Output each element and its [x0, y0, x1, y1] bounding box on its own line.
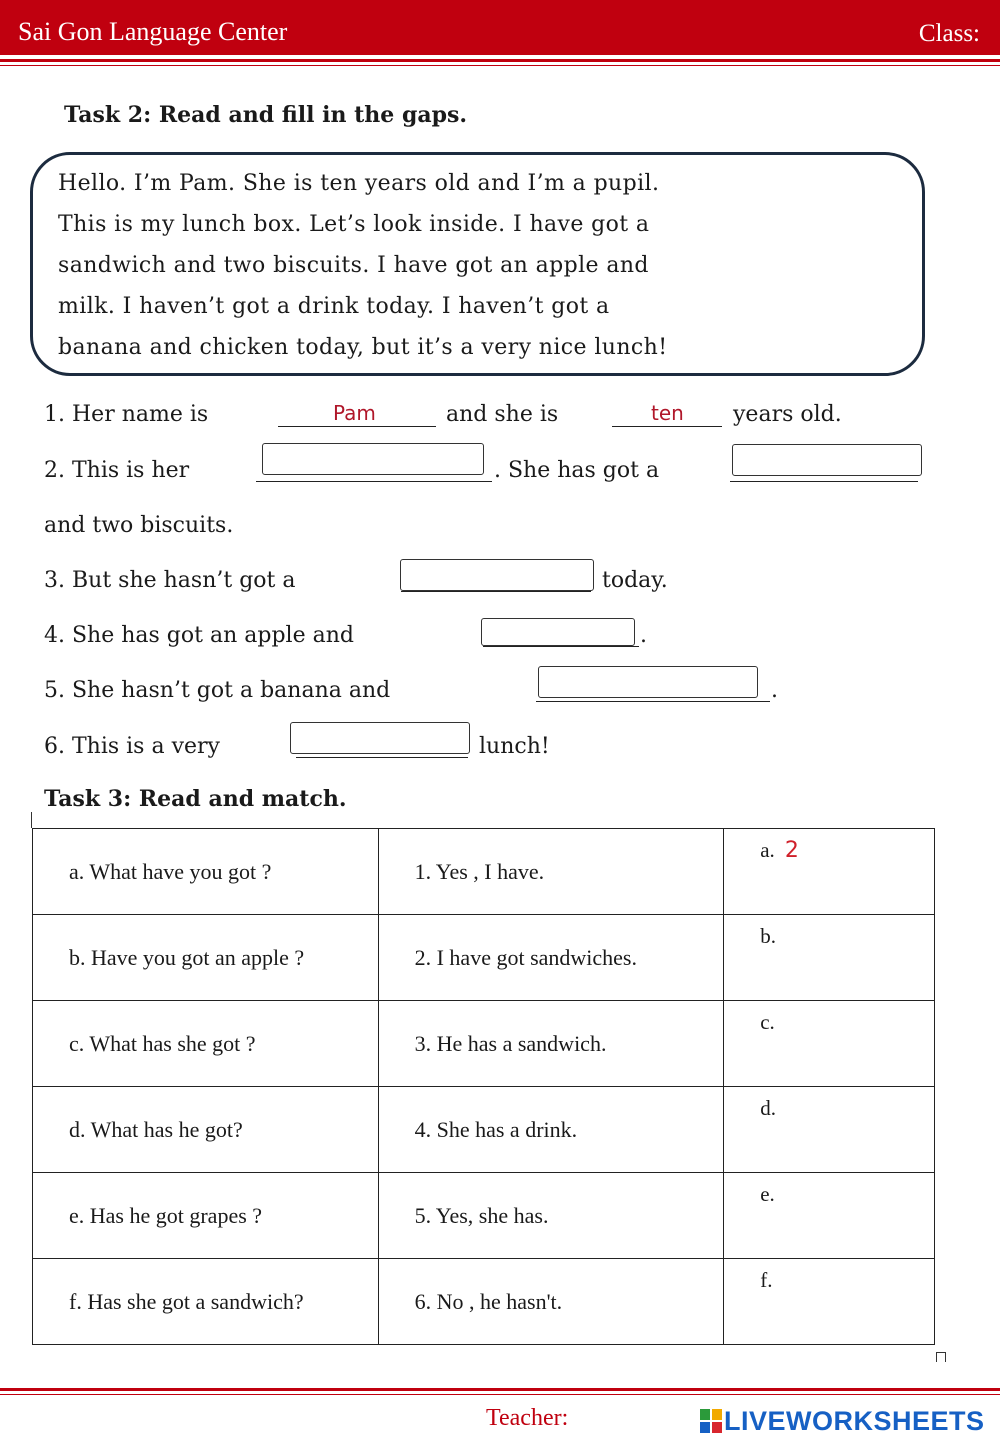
question-cell: a. What have you got ? [33, 829, 379, 915]
slot-letter: a. [760, 838, 775, 862]
q1-text-b: and she is [446, 402, 559, 427]
q1-text-a: 1. Her name is [44, 402, 209, 427]
passage-line: Hello. I’m Pam. She is ten years old and I’m a pupil. [58, 171, 660, 196]
table-row [33, 1001, 935, 1087]
class-label: Class: [918, 20, 980, 47]
passage-line: banana and chicken today, but it’s a very nice lunch! [58, 335, 668, 360]
reading-passage [30, 152, 925, 376]
question-cell: d. What has he got? [33, 1087, 379, 1173]
q6-text-b: lunch! [479, 734, 550, 759]
q3-input[interactable] [400, 559, 594, 591]
task3-title: Task 3: Read and match. [44, 786, 347, 812]
slot-letter: e. [760, 1182, 775, 1206]
q6-text-a: 6. This is a very [44, 734, 220, 759]
slot-answer: 2 [784, 838, 799, 863]
footer-divider [0, 1388, 1000, 1391]
table-row [33, 1087, 935, 1173]
q2-text-a: 2. This is her [44, 458, 190, 483]
slot-letter: b. [760, 924, 776, 948]
answer-cell: 6. No , he hasn't. [378, 1259, 724, 1345]
q1-text-c: years old. [733, 402, 842, 427]
q4-text-b: . [640, 623, 647, 648]
table-row [33, 829, 935, 915]
q3-text-a: 3. But she hasn’t got a [44, 568, 296, 593]
match-slot[interactable] [724, 1173, 935, 1259]
q1-blank-2 [612, 426, 722, 427]
passage-line: This is my lunch box. Let’s look inside. I have got a [58, 212, 650, 237]
teacher-label: Teacher: [486, 1405, 569, 1431]
q5-text-b: . [771, 678, 778, 703]
header-divider-thin [0, 65, 1000, 66]
match-slot[interactable] [724, 829, 935, 915]
q5-text-a: 5. She hasn’t got a banana and [44, 678, 391, 703]
task2-title: Task 2: Read and fill in the gaps. [64, 102, 468, 128]
match-slot[interactable] [724, 915, 935, 1001]
q5-input[interactable] [538, 666, 758, 698]
question-cell: c. What has she got ? [33, 1001, 379, 1087]
slot-letter: c. [760, 1010, 775, 1034]
slot-letter: d. [760, 1096, 776, 1120]
answer-cell: 4. She has a drink. [378, 1087, 724, 1173]
q2-blank-line-2 [730, 481, 918, 482]
table-row [33, 915, 935, 1001]
q6-blank-line [296, 757, 468, 758]
q4-text-a: 4. She has got an apple and [44, 623, 354, 648]
q1-answer-age: ten [651, 401, 684, 425]
answer-cell: 3. He has a sandwich. [378, 1001, 724, 1087]
liveworksheets-logo-icon [700, 1409, 722, 1433]
footer-divider-thin [0, 1394, 1000, 1395]
passage-line: milk. I haven’t got a drink today. I haven’t got a [58, 294, 610, 319]
q2-input-1[interactable] [262, 443, 484, 475]
q3-blank-line [401, 591, 591, 592]
q2-input-2[interactable] [732, 444, 922, 476]
q2-blank-line-1 [256, 481, 492, 482]
liveworksheets-logo [700, 1406, 985, 1437]
q5-blank-line [536, 701, 770, 702]
answer-cell: 2. I have got sandwiches. [378, 915, 724, 1001]
question-cell: f. Has she got a sandwich? [33, 1259, 379, 1345]
table-row [33, 1173, 935, 1259]
match-slot[interactable] [724, 1087, 935, 1173]
match-table [32, 828, 935, 1345]
match-slot[interactable] [724, 1259, 935, 1345]
q6-input[interactable] [290, 722, 470, 754]
slot-letter: f. [760, 1268, 773, 1292]
table-row [33, 1259, 935, 1345]
answer-cell: 5. Yes, she has. [378, 1173, 724, 1259]
header-divider [0, 59, 1000, 62]
table-corner-mark [31, 812, 32, 828]
match-slot[interactable] [724, 1001, 935, 1087]
question-cell: e. Has he got grapes ? [33, 1173, 379, 1259]
q1-answer-name: Pam [333, 401, 376, 425]
q2-text-c: and two biscuits. [44, 513, 234, 538]
passage-line: sandwich and two biscuits. I have got an apple and [58, 253, 649, 278]
q2-text-b: . She has got a [494, 458, 660, 483]
center-name: Sai Gon Language Center [18, 17, 288, 46]
q3-text-b: today. [602, 568, 668, 593]
question-cell: b. Have you got an apple ? [33, 915, 379, 1001]
answer-cell: 1. Yes , I have. [378, 829, 724, 915]
q4-input[interactable] [481, 618, 635, 646]
q1-blank-1 [278, 426, 436, 427]
logo-text: LIVEWORKSHEETS [724, 1406, 985, 1436]
header-bar [0, 0, 1000, 55]
table-resize-handle [936, 1352, 946, 1362]
q4-blank-line [483, 646, 639, 647]
